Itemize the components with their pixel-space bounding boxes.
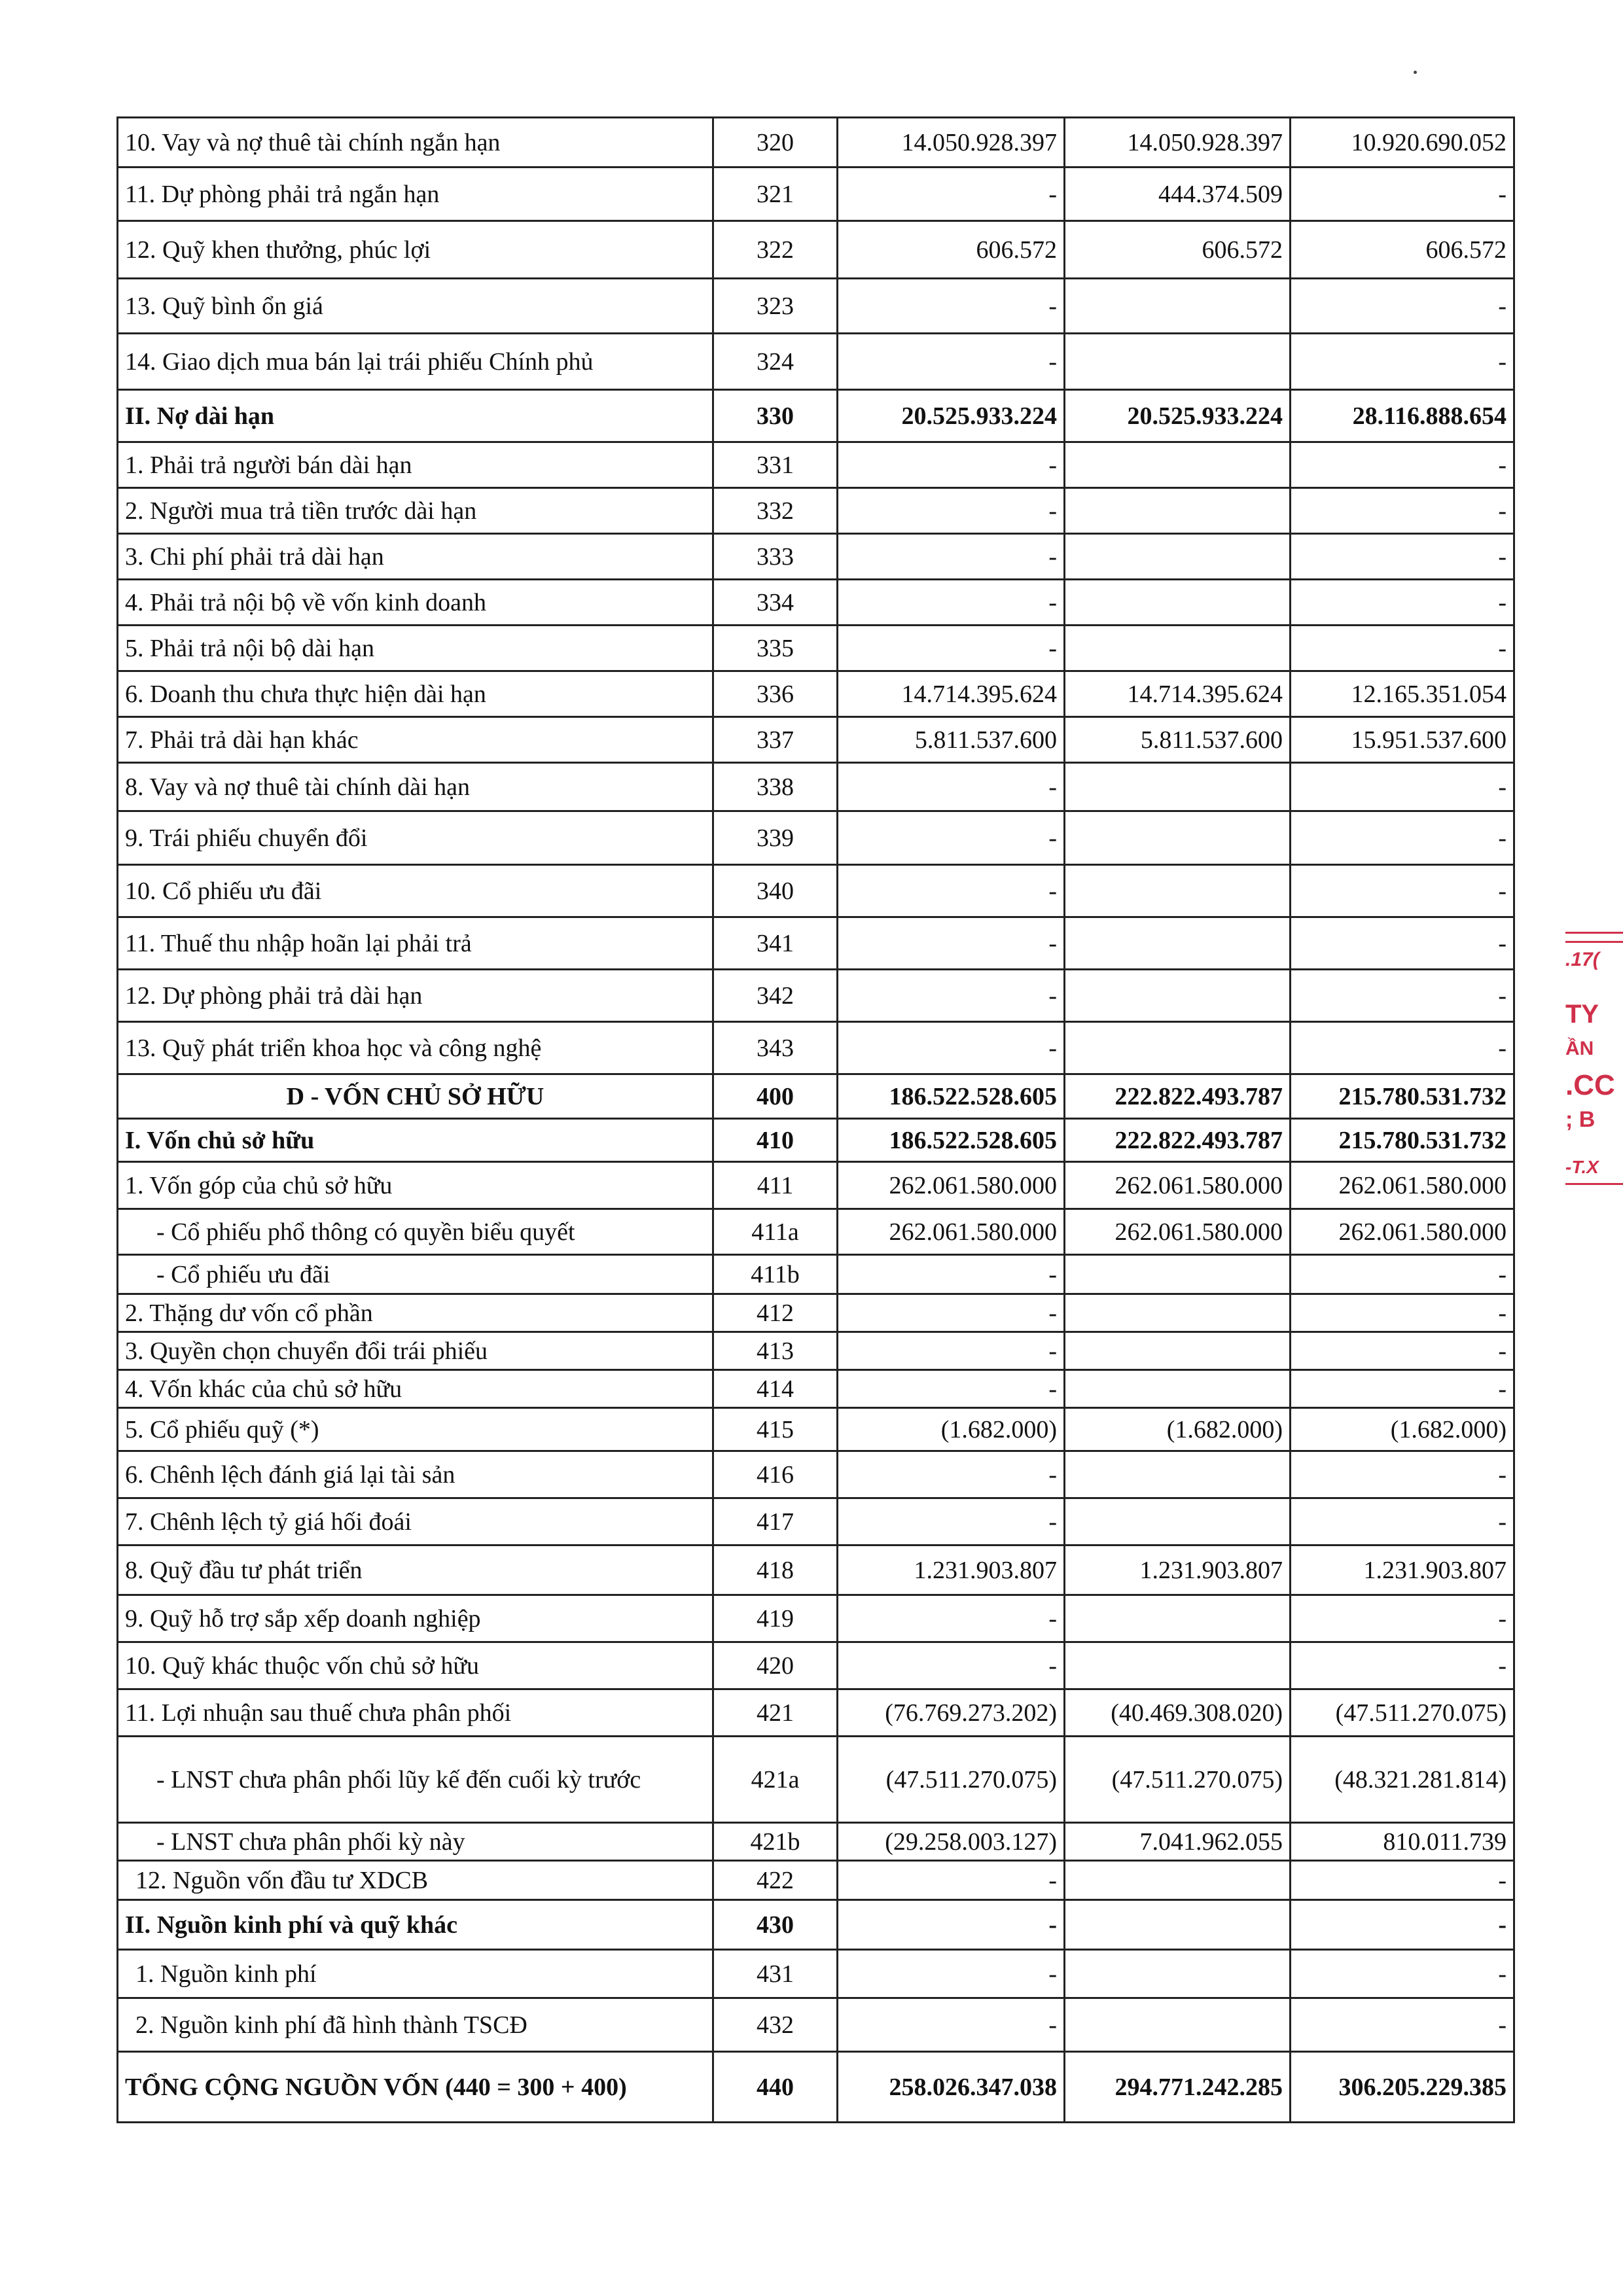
- table-row: [118, 1498, 1514, 1545]
- value-col-2: 222.822.493.787: [1065, 1074, 1291, 1119]
- value-col-2: [1065, 1950, 1291, 1998]
- value-col-1: 258.026.347.038: [838, 2052, 1065, 2123]
- row-label: 3. Chi phí phải trả dài hạn: [118, 534, 713, 580]
- value-col-3: 12.165.351.054: [1291, 671, 1514, 717]
- row-label: 8. Vay và nợ thuê tài chính dài hạn: [118, 763, 713, 811]
- table-row: [118, 1119, 1514, 1162]
- value-col-3: -: [1291, 1370, 1514, 1408]
- row-code: 431: [713, 1950, 838, 1998]
- value-col-3: -: [1291, 279, 1514, 334]
- value-col-2: 606.572: [1065, 221, 1291, 279]
- value-col-1: -: [838, 811, 1065, 865]
- table-row: [118, 580, 1514, 626]
- value-col-1: (1.682.000): [838, 1408, 1065, 1451]
- value-col-2: [1065, 811, 1291, 865]
- row-label: 10. Cổ phiếu ưu đãi: [118, 865, 713, 917]
- row-code: 339: [713, 811, 838, 865]
- row-code: 322: [713, 221, 838, 279]
- value-col-3: -: [1291, 763, 1514, 811]
- value-col-3: 262.061.580.000: [1291, 1162, 1514, 1209]
- table-row: [118, 534, 1514, 580]
- value-col-3: 606.572: [1291, 221, 1514, 279]
- row-label: 9. Trái phiếu chuyển đổi: [118, 811, 713, 865]
- value-col-2: [1065, 1595, 1291, 1642]
- value-col-2: 294.771.242.285: [1065, 2052, 1291, 2123]
- value-col-1: 14.714.395.624: [838, 671, 1065, 717]
- stamp-line: TY: [1565, 1000, 1599, 1029]
- value-col-1: 1.231.903.807: [838, 1545, 1065, 1595]
- value-col-2: 5.811.537.600: [1065, 717, 1291, 763]
- table-row: [118, 917, 1514, 970]
- value-col-2: 444.374.509: [1065, 168, 1291, 221]
- value-col-2: [1065, 865, 1291, 917]
- value-col-3: -: [1291, 811, 1514, 865]
- value-col-3: (48.321.281.814): [1291, 1737, 1514, 1823]
- value-col-3: 215.780.531.732: [1291, 1119, 1514, 1162]
- row-code: 412: [713, 1294, 838, 1332]
- row-code: 411a: [713, 1209, 838, 1255]
- value-col-1: -: [838, 1498, 1065, 1545]
- value-col-1: -: [838, 1294, 1065, 1332]
- value-col-3: -: [1291, 1451, 1514, 1498]
- value-col-1: -: [838, 168, 1065, 221]
- value-col-1: -: [838, 1998, 1065, 2052]
- row-code: 334: [713, 580, 838, 626]
- value-col-3: -: [1291, 917, 1514, 970]
- row-code: 422: [713, 1861, 838, 1900]
- table-row: [118, 1689, 1514, 1737]
- row-code: 338: [713, 763, 838, 811]
- row-code: 330: [713, 390, 838, 442]
- row-label: II. Nợ dài hạn: [118, 390, 713, 442]
- table-row: [118, 1074, 1514, 1119]
- value-col-2: [1065, 626, 1291, 671]
- value-col-2: [1065, 1255, 1291, 1294]
- value-col-2: [1065, 1642, 1291, 1689]
- value-col-3: -: [1291, 1950, 1514, 1998]
- value-col-2: [1065, 917, 1291, 970]
- value-col-3: (47.511.270.075): [1291, 1689, 1514, 1737]
- row-code: 420: [713, 1642, 838, 1689]
- value-col-1: 14.050.928.397: [838, 118, 1065, 168]
- value-col-2: [1065, 1998, 1291, 2052]
- value-col-3: 810.011.739: [1291, 1823, 1514, 1861]
- row-code: 332: [713, 488, 838, 534]
- value-col-3: 10.920.690.052: [1291, 118, 1514, 168]
- value-col-3: 262.061.580.000: [1291, 1209, 1514, 1255]
- table-row: [118, 118, 1514, 168]
- value-col-1: -: [838, 1900, 1065, 1950]
- value-col-2: (47.511.270.075): [1065, 1737, 1291, 1823]
- row-code: 333: [713, 534, 838, 580]
- value-col-3: (1.682.000): [1291, 1408, 1514, 1451]
- value-col-1: (76.769.273.202): [838, 1689, 1065, 1737]
- row-code: 416: [713, 1451, 838, 1498]
- value-col-3: -: [1291, 1022, 1514, 1074]
- corner-mark: [1414, 71, 1417, 74]
- value-col-2: 14.714.395.624: [1065, 671, 1291, 717]
- table-row: [118, 279, 1514, 334]
- value-col-2: [1065, 580, 1291, 626]
- value-col-1: (29.258.003.127): [838, 1823, 1065, 1861]
- table-row: [118, 1294, 1514, 1332]
- row-label: - Cổ phiếu ưu đãi: [118, 1255, 713, 1294]
- row-label: 4. Vốn khác của chủ sở hữu: [118, 1370, 713, 1408]
- value-col-1: -: [838, 1642, 1065, 1689]
- value-col-3: -: [1291, 1294, 1514, 1332]
- row-label: D - VỐN CHỦ SỞ HỮU: [118, 1074, 713, 1119]
- row-label: - Cổ phiếu phổ thông có quyền biểu quyết: [118, 1209, 713, 1255]
- value-col-3: 28.116.888.654: [1291, 390, 1514, 442]
- row-code: 430: [713, 1900, 838, 1950]
- value-col-3: -: [1291, 626, 1514, 671]
- row-code: 340: [713, 865, 838, 917]
- value-col-2: 20.525.933.224: [1065, 390, 1291, 442]
- value-col-1: -: [838, 279, 1065, 334]
- row-code: 440: [713, 2052, 838, 2123]
- table-row: [118, 1823, 1514, 1861]
- row-code: 417: [713, 1498, 838, 1545]
- value-col-2: [1065, 1900, 1291, 1950]
- row-code: 336: [713, 671, 838, 717]
- stamp-line: .CC: [1565, 1069, 1615, 1101]
- value-col-1: -: [838, 534, 1065, 580]
- table-row: [118, 1451, 1514, 1498]
- value-col-1: -: [838, 1370, 1065, 1408]
- value-col-2: 262.061.580.000: [1065, 1209, 1291, 1255]
- value-col-3: -: [1291, 1595, 1514, 1642]
- value-col-2: [1065, 334, 1291, 390]
- row-label: 5. Cổ phiếu quỹ (*): [118, 1408, 713, 1451]
- value-col-1: -: [838, 1022, 1065, 1074]
- value-col-1: 262.061.580.000: [838, 1162, 1065, 1209]
- company-seal-stamp: [1565, 929, 1623, 1191]
- row-label: 2. Người mua trả tiền trước dài hạn: [118, 488, 713, 534]
- value-col-3: -: [1291, 1255, 1514, 1294]
- value-col-1: -: [838, 1255, 1065, 1294]
- value-col-3: -: [1291, 970, 1514, 1022]
- row-code: 411b: [713, 1255, 838, 1294]
- value-col-1: -: [838, 970, 1065, 1022]
- value-col-1: -: [838, 1950, 1065, 1998]
- row-code: 421a: [713, 1737, 838, 1823]
- row-code: 432: [713, 1998, 838, 2052]
- table-row: [118, 1998, 1514, 2052]
- row-label: 1. Phải trả người bán dài hạn: [118, 442, 713, 488]
- table-row: [118, 626, 1514, 671]
- row-label: - LNST chưa phân phối lũy kế đến cuối kỳ trước: [118, 1737, 713, 1823]
- stamp-line: ; B: [1565, 1107, 1596, 1132]
- table-row: [118, 2052, 1514, 2123]
- row-code: 400: [713, 1074, 838, 1119]
- stamp-line: .17(: [1565, 949, 1599, 970]
- value-col-1: 20.525.933.224: [838, 390, 1065, 442]
- value-col-2: [1065, 1498, 1291, 1545]
- value-col-3: -: [1291, 1998, 1514, 2052]
- row-label: 8. Quỹ đầu tư phát triển: [118, 1545, 713, 1595]
- row-label: 1. Vốn góp của chủ sở hữu: [118, 1162, 713, 1209]
- value-col-2: 262.061.580.000: [1065, 1162, 1291, 1209]
- table-row: [118, 1370, 1514, 1408]
- table-row: [118, 970, 1514, 1022]
- value-col-1: 606.572: [838, 221, 1065, 279]
- table-row: [118, 168, 1514, 221]
- value-col-3: -: [1291, 865, 1514, 917]
- value-col-2: [1065, 488, 1291, 534]
- value-col-1: -: [838, 442, 1065, 488]
- table-row: [118, 1332, 1514, 1370]
- row-label: 7. Chênh lệch tỷ giá hối đoái: [118, 1498, 713, 1545]
- table-row: [118, 717, 1514, 763]
- row-label: 7. Phải trả dài hạn khác: [118, 717, 713, 763]
- stamp-line: ẦN: [1565, 1038, 1594, 1059]
- row-code: 413: [713, 1332, 838, 1370]
- table-row: [118, 221, 1514, 279]
- value-col-2: 7.041.962.055: [1065, 1823, 1291, 1861]
- table-row: [118, 1595, 1514, 1642]
- row-label: 11. Thuế thu nhập hoãn lại phải trả: [118, 917, 713, 970]
- value-col-3: 1.231.903.807: [1291, 1545, 1514, 1595]
- value-col-2: [1065, 1451, 1291, 1498]
- row-label: 5. Phải trả nội bộ dài hạn: [118, 626, 713, 671]
- row-label: II. Nguồn kinh phí và quỹ khác: [118, 1900, 713, 1950]
- value-col-1: -: [838, 488, 1065, 534]
- table-row: [118, 1900, 1514, 1950]
- value-col-1: -: [838, 1595, 1065, 1642]
- row-code: 419: [713, 1595, 838, 1642]
- row-label: 13. Quỹ phát triển khoa học và công nghệ: [118, 1022, 713, 1074]
- row-label: 6. Doanh thu chưa thực hiện dài hạn: [118, 671, 713, 717]
- row-code: 414: [713, 1370, 838, 1408]
- value-col-3: -: [1291, 168, 1514, 221]
- row-label: 11. Lợi nhuận sau thuế chưa phân phối: [118, 1689, 713, 1737]
- value-col-1: -: [838, 763, 1065, 811]
- value-col-1: -: [838, 580, 1065, 626]
- row-label: - LNST chưa phân phối kỳ này: [118, 1823, 713, 1861]
- value-col-3: -: [1291, 1498, 1514, 1545]
- row-code: 411: [713, 1162, 838, 1209]
- value-col-1: 186.522.528.605: [838, 1074, 1065, 1119]
- row-code: 418: [713, 1545, 838, 1595]
- row-label: TỔNG CỘNG NGUỒN VỐN (440 = 300 + 400): [118, 2052, 713, 2123]
- value-col-3: -: [1291, 580, 1514, 626]
- table-row: [118, 1162, 1514, 1209]
- value-col-2: [1065, 279, 1291, 334]
- value-col-2: [1065, 1861, 1291, 1900]
- row-code: 324: [713, 334, 838, 390]
- value-col-1: (47.511.270.075): [838, 1737, 1065, 1823]
- table-row: [118, 811, 1514, 865]
- row-label: 2. Nguồn kinh phí đã hình thành TSCĐ: [118, 1998, 713, 2052]
- table-row: [118, 1737, 1514, 1823]
- row-code: 342: [713, 970, 838, 1022]
- balance-sheet-rows: [118, 118, 1514, 2123]
- value-col-2: [1065, 1370, 1291, 1408]
- row-code: 337: [713, 717, 838, 763]
- table-row: [118, 1950, 1514, 1998]
- table-row: [118, 763, 1514, 811]
- value-col-3: -: [1291, 334, 1514, 390]
- table-row: [118, 1022, 1514, 1074]
- value-col-1: -: [838, 626, 1065, 671]
- value-col-3: 15.951.537.600: [1291, 717, 1514, 763]
- value-col-3: -: [1291, 488, 1514, 534]
- value-col-3: -: [1291, 1900, 1514, 1950]
- row-code: 323: [713, 279, 838, 334]
- value-col-2: (40.469.308.020): [1065, 1689, 1291, 1737]
- value-col-2: [1065, 1022, 1291, 1074]
- row-code: 341: [713, 917, 838, 970]
- row-code: 421b: [713, 1823, 838, 1861]
- value-col-2: [1065, 442, 1291, 488]
- row-label: 1. Nguồn kinh phí: [118, 1950, 713, 1998]
- table-row: [118, 865, 1514, 917]
- value-col-2: 222.822.493.787: [1065, 1119, 1291, 1162]
- value-col-1: -: [838, 1861, 1065, 1900]
- row-label: 13. Quỹ bình ổn giá: [118, 279, 713, 334]
- value-col-1: -: [838, 334, 1065, 390]
- table-row: [118, 390, 1514, 442]
- value-col-1: 5.811.537.600: [838, 717, 1065, 763]
- row-label: 9. Quỹ hỗ trợ sắp xếp doanh nghiệp: [118, 1595, 713, 1642]
- value-col-2: [1065, 763, 1291, 811]
- row-label: 11. Dự phòng phải trả ngắn hạn: [118, 168, 713, 221]
- value-col-3: -: [1291, 534, 1514, 580]
- table-row: [118, 442, 1514, 488]
- value-col-3: -: [1291, 1332, 1514, 1370]
- value-col-3: -: [1291, 1861, 1514, 1900]
- value-col-2: 14.050.928.397: [1065, 118, 1291, 168]
- row-label: 2. Thặng dư vốn cổ phần: [118, 1294, 713, 1332]
- value-col-2: [1065, 1294, 1291, 1332]
- value-col-2: [1065, 534, 1291, 580]
- value-col-1: 262.061.580.000: [838, 1209, 1065, 1255]
- row-code: 410: [713, 1119, 838, 1162]
- row-label: 4. Phải trả nội bộ về vốn kinh doanh: [118, 580, 713, 626]
- row-label: 12. Quỹ khen thưởng, phúc lợi: [118, 221, 713, 279]
- row-label: I. Vốn chủ sở hữu: [118, 1119, 713, 1162]
- value-col-1: -: [838, 1332, 1065, 1370]
- table-row: [118, 671, 1514, 717]
- table-row: [118, 334, 1514, 390]
- row-code: 335: [713, 626, 838, 671]
- row-code: 343: [713, 1022, 838, 1074]
- table-row: [118, 1209, 1514, 1255]
- row-label: 3. Quyền chọn chuyển đổi trái phiếu: [118, 1332, 713, 1370]
- value-col-3: 306.205.229.385: [1291, 2052, 1514, 2123]
- table-row: [118, 1255, 1514, 1294]
- row-code: 320: [713, 118, 838, 168]
- value-col-1: -: [838, 1451, 1065, 1498]
- row-code: 415: [713, 1408, 838, 1451]
- value-col-2: 1.231.903.807: [1065, 1545, 1291, 1595]
- value-col-2: [1065, 970, 1291, 1022]
- row-code: 421: [713, 1689, 838, 1737]
- value-col-1: -: [838, 865, 1065, 917]
- value-col-2: (1.682.000): [1065, 1408, 1291, 1451]
- row-label: 12. Dự phòng phải trả dài hạn: [118, 970, 713, 1022]
- value-col-3: 215.780.531.732: [1291, 1074, 1514, 1119]
- stamp-line: -T.X: [1565, 1157, 1599, 1177]
- value-col-1: -: [838, 917, 1065, 970]
- row-code: 321: [713, 168, 838, 221]
- row-label: 14. Giao dịch mua bán lại trái phiếu Chính phủ: [118, 334, 713, 390]
- table-row: [118, 488, 1514, 534]
- balance-sheet-page: [116, 116, 1513, 2123]
- value-col-3: -: [1291, 442, 1514, 488]
- value-col-1: 186.522.528.605: [838, 1119, 1065, 1162]
- row-label: 10. Quỹ khác thuộc vốn chủ sở hữu: [118, 1642, 713, 1689]
- row-code: 331: [713, 442, 838, 488]
- value-col-3: -: [1291, 1642, 1514, 1689]
- row-label: 12. Nguồn vốn đầu tư XDCB: [118, 1861, 713, 1900]
- row-label: 6. Chênh lệch đánh giá lại tài sản: [118, 1451, 713, 1498]
- table-row: [118, 1861, 1514, 1900]
- table-row: [118, 1642, 1514, 1689]
- table-row: [118, 1545, 1514, 1595]
- row-label: 10. Vay và nợ thuê tài chính ngắn hạn: [118, 118, 713, 168]
- balance-sheet-table: [116, 116, 1515, 2123]
- table-row: [118, 1408, 1514, 1451]
- value-col-2: [1065, 1332, 1291, 1370]
